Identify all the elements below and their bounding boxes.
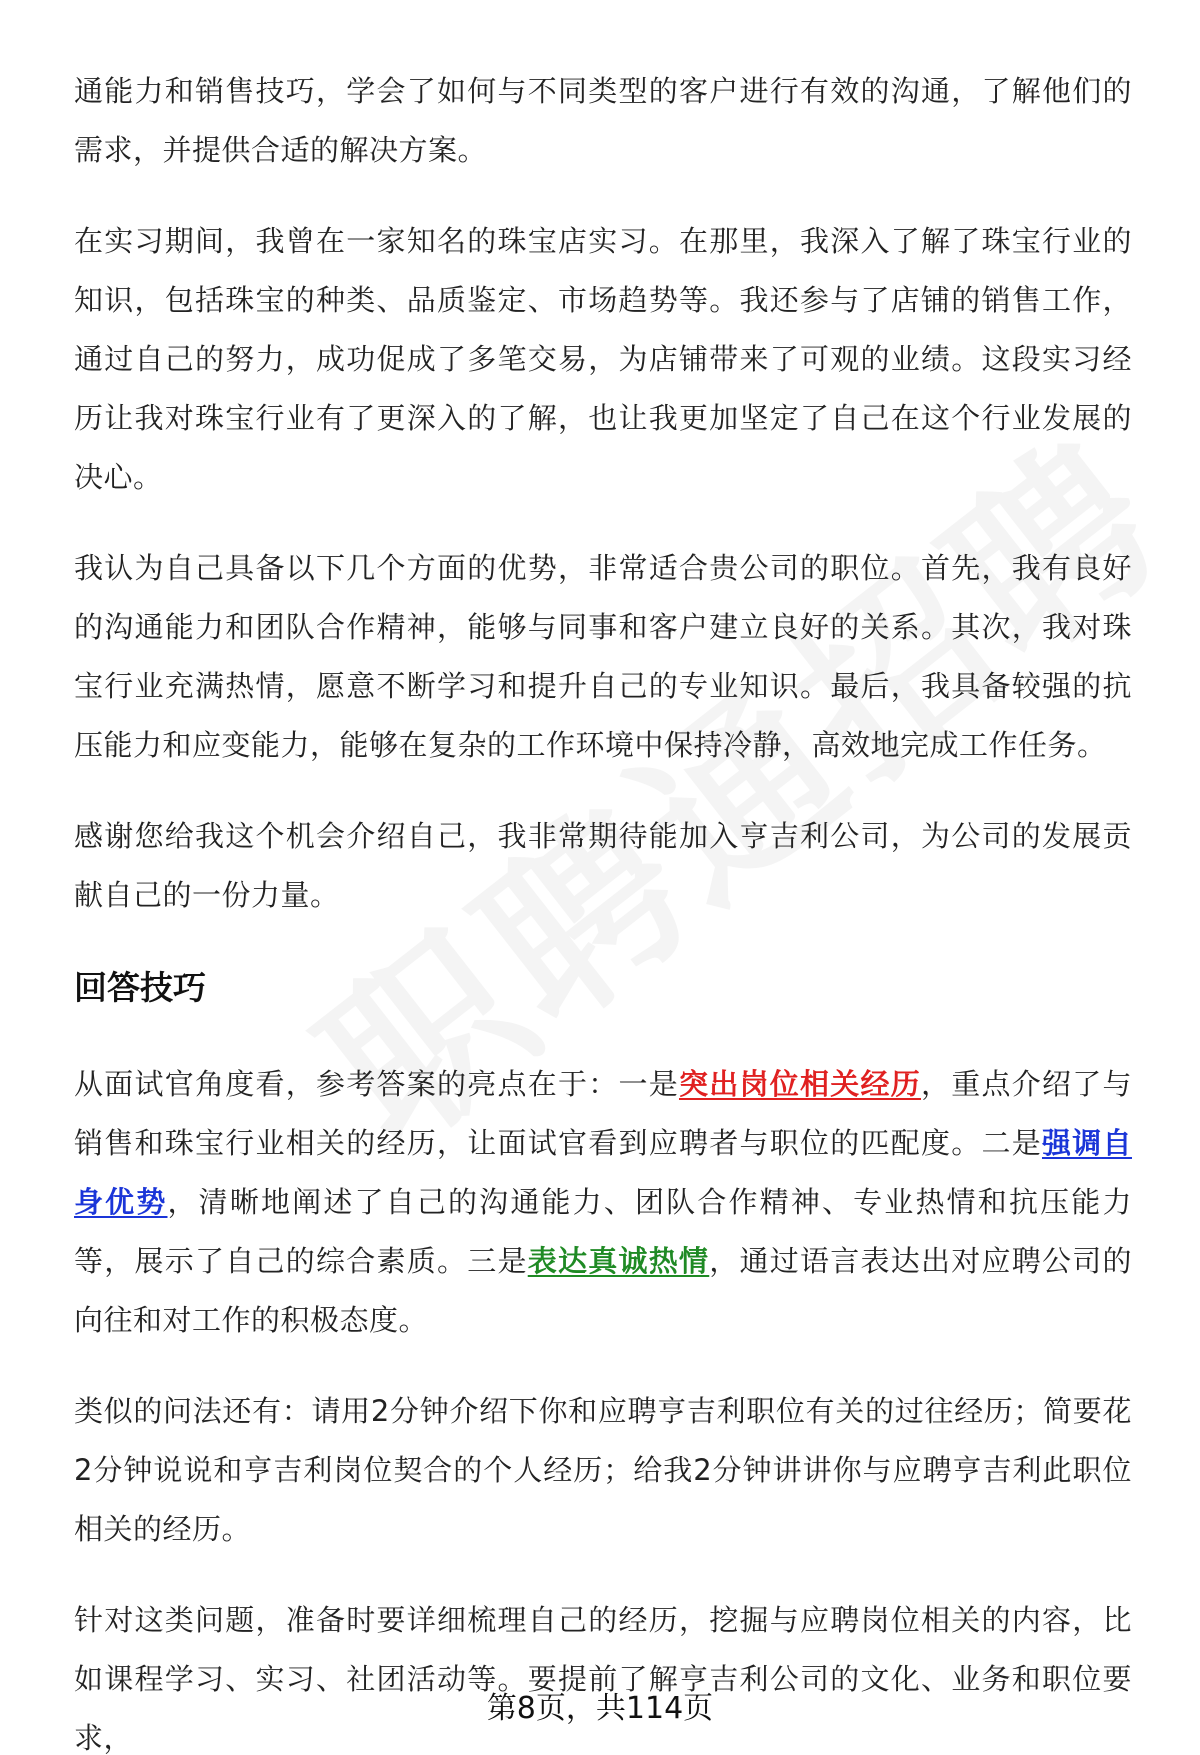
page-content — [74, 62, 1132, 1755]
paragraph-continued-experience: 通能力和销售技巧，学会了如何与不同类型的客户进行有效的沟通，了解他们的需求，并提供合适的解决方案。 — [74, 74, 1132, 167]
paragraph-similar-questions: 类似的问法还有：请用2分钟介绍下你和应聘亨吉利职位有关的过往经历；简要花2分钟说说和亨吉利岗位契合的个人经历；给我2分钟讲讲你与应聘亨吉利此职位相关的经历。 — [74, 1394, 1132, 1546]
paragraph-preparation: 针对这类问题，准备时要详细梳理自己的经历，挖掘与应聘岗位相关的内容，比如课程学习、实习、社团活动等。要提前了解亨吉利公司的文化、业务和职位要求， — [74, 1603, 1132, 1755]
highlight-own-strengths: 强调自身优势 — [74, 1126, 1132, 1219]
highlight-relevant-experience: 突出岗位相关经历 — [678, 1067, 921, 1101]
analysis-text-4: ，通过语言表达出对应聘公司的向往和对工作的积极态度。 — [74, 1244, 1132, 1337]
analysis-text-2: ，重点介绍了与销售和珠宝行业相关的经历，让面试官看到应聘者与职位的匹配度。二是 — [74, 1067, 1132, 1160]
paragraph-analysis — [74, 1055, 1132, 1350]
analysis-text-3: ，清晰地阐述了自己的沟通能力、团队合作精神、专业热情和抗压能力等，展示了自己的综合素质。三是 — [74, 1185, 1132, 1278]
paragraph-internship: 在实习期间，我曾在一家知名的珠宝店实习。在那里，我深入了解了珠宝行业的知识，包括珠宝的种类、品质鉴定、市场趋势等。我还参与了店铺的销售工作，通过自己的努力，成功促成了多笔交易，为店铺带来了可观的业绩。这段实习经历让我对珠宝行业有了更深入的了解，也让我更加坚定了自己在这个行业发展的决心。 — [74, 224, 1132, 494]
highlight-sincere-enthusiasm: 表达真诚热情 — [527, 1244, 710, 1278]
section-heading: 回答技巧 — [74, 968, 206, 1007]
analysis-text-1: 从面试官角度看，参考答案的亮点在于：一是 — [74, 1067, 679, 1101]
paragraph-strengths: 我认为自己具备以下几个方面的优势，非常适合贵公司的职位。首先，我有良好的沟通能力和团队合作精神，能够与同事和客户建立良好的关系。其次，我对珠宝行业充满热情，愿意不断学习和提升自己的专业知识。最后，我具备较强的抗压能力和应变能力，能够在复杂的工作环境中保持冷静，高效地完成工作任务。 — [74, 551, 1132, 762]
page-number-footer: 第8页，共114页 — [486, 1691, 714, 1726]
paragraph-thanks: 感谢您给我这个机会介绍自己，我非常期待能加入亨吉利公司，为公司的发展贡献自己的一份力量。 — [74, 819, 1132, 912]
